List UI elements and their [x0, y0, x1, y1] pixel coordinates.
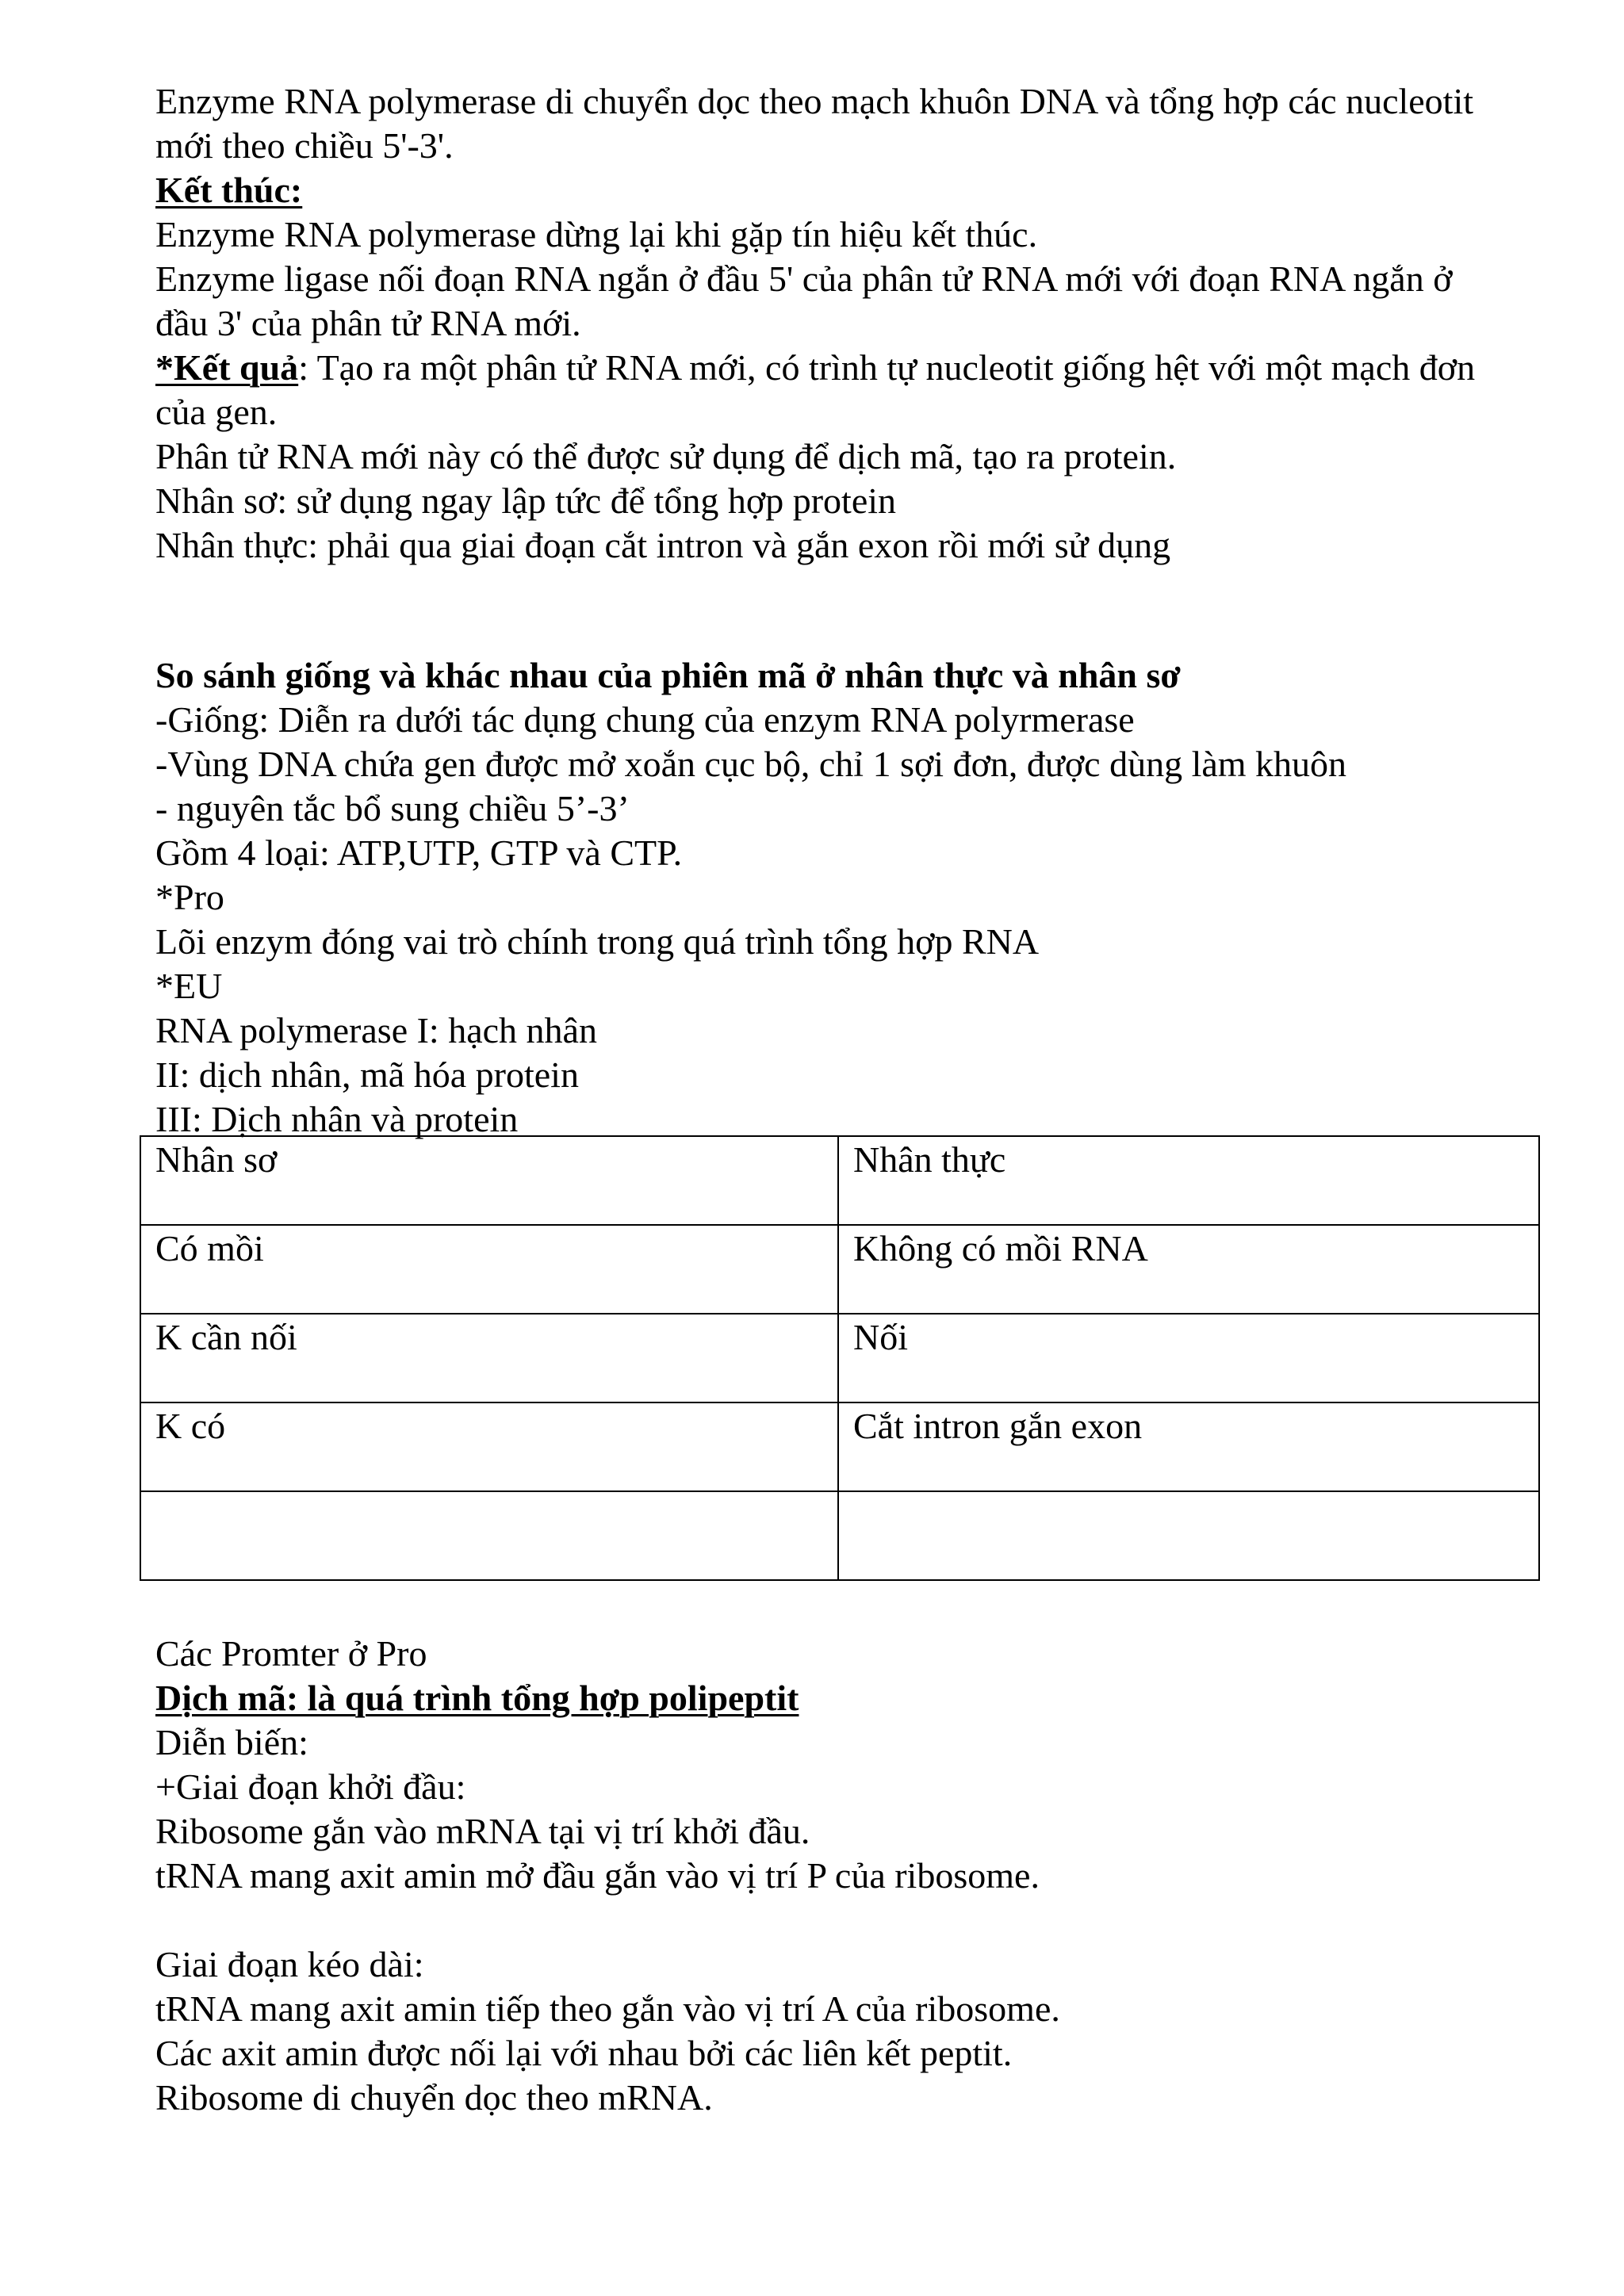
text-line: Ribosome di chuyển dọc theo mRNA.: [155, 2077, 713, 2118]
dich-ma-heading: Dịch mã: là quá trình tổng hợp polipeptit: [155, 1678, 799, 1718]
text-line: đầu 3' của phân tử RNA mới.: [155, 303, 581, 343]
text-line: Phân tử RNA mới này có thể được sử dụng để dịch mã, tạo ra protein.: [155, 436, 1177, 476]
comparison-line: *Pro: [155, 877, 224, 917]
table-cell: Không có mồi RNA: [838, 1225, 1539, 1314]
table-cell: K có: [140, 1402, 838, 1491]
text-line: Diễn biến:: [155, 1722, 308, 1762]
text-line: Ribosome gắn vào mRNA tại vị trí khởi đầu.: [155, 1811, 810, 1851]
text-line: Enzyme RNA polymerase dừng lại khi gặp tín hiệu kết thúc.: [155, 214, 1038, 254]
table-cell: Nối: [838, 1314, 1539, 1402]
comparison-line: -Vùng DNA chứa gen được mở xoắn cục bộ, chỉ 1 sợi đơn, được dùng làm khuôn: [155, 744, 1347, 784]
table-cell: Nhân thực: [838, 1136, 1539, 1225]
table-cell: K cần nối: [140, 1314, 838, 1402]
table-cell: Cắt intron gắn exon: [838, 1402, 1539, 1491]
comparison-line: RNA polymerase I: hạch nhân: [155, 1010, 597, 1050]
comparison-line: *EU: [155, 966, 223, 1006]
ket-qua-label: *Kết quả: [155, 347, 299, 388]
comparison-line: -Giống: Diễn ra dưới tác dụng chung của enzym RNA polyrmerase: [155, 699, 1135, 740]
comparison-line: II: dịch nhân, mã hóa protein: [155, 1054, 579, 1095]
text-line: Nhân sơ: sử dụng ngay lập tức để tổng hợp protein: [155, 480, 897, 521]
comparison-heading: So sánh giống và khác nhau của phiên mã ở nhân thực và nhân sơ: [155, 655, 1181, 695]
text-line: Enzyme RNA polymerase di chuyển dọc theo mạch khuôn DNA và tổng hợp các nucleotit: [155, 81, 1474, 121]
table-row: [140, 1225, 1539, 1314]
table-row: [140, 1402, 1539, 1491]
table-row: [140, 1491, 1539, 1580]
text-line: của gen.: [155, 392, 278, 432]
text-line: Giai đoạn kéo dài:: [155, 1944, 424, 1984]
table-row: [140, 1314, 1539, 1402]
comparison-line: III: Dịch nhân và protein: [155, 1099, 519, 1139]
comparison-line: - nguyên tắc bổ sung chiều 5’-3’: [155, 788, 630, 828]
comparison-line: Gồm 4 loại: ATP,UTP, GTP và CTP.: [155, 832, 683, 873]
text-line: +Giai đoạn khởi đầu:: [155, 1766, 466, 1807]
ket-qua-line: [155, 346, 1475, 390]
table-cell: Có mồi: [140, 1225, 838, 1314]
promoter-line: Các Promter ở Pro: [155, 1633, 427, 1674]
comparison-table: [140, 1135, 1540, 1581]
text-line: tRNA mang axit amin tiếp theo gắn vào vị trí A của ribosome.: [155, 1988, 1060, 2029]
ket-thuc-heading: Kết thúc:: [155, 170, 303, 210]
table-cell: Nhân sơ: [140, 1136, 838, 1225]
text-line: Các axit amin được nối lại với nhau bởi các liên kết peptit.: [155, 2033, 1013, 2073]
table-cell: [140, 1491, 838, 1580]
comparison-line: Lõi enzym đóng vai trò chính trong quá trình tổng hợp RNA: [155, 921, 1040, 962]
table-cell: [838, 1491, 1539, 1580]
text-line: mới theo chiều 5'-3'.: [155, 125, 454, 166]
text-line: tRNA mang axit amin mở đầu gắn vào vị trí P của ribosome.: [155, 1855, 1040, 1896]
text-line: Enzyme ligase nối đoạn RNA ngắn ở đầu 5' của phân tử RNA mới với đoạn RNA ngắn ở: [155, 258, 1453, 299]
table-row: [140, 1136, 1539, 1225]
text-line: Nhân thực: phải qua giai đoạn cắt intron và gắn exon rồi mới sử dụng: [155, 525, 1171, 565]
ket-qua-text: : Tạo ra một phân tử RNA mới, có trình tự nucleotit giống hệt với một mạch đơn: [298, 347, 1476, 388]
